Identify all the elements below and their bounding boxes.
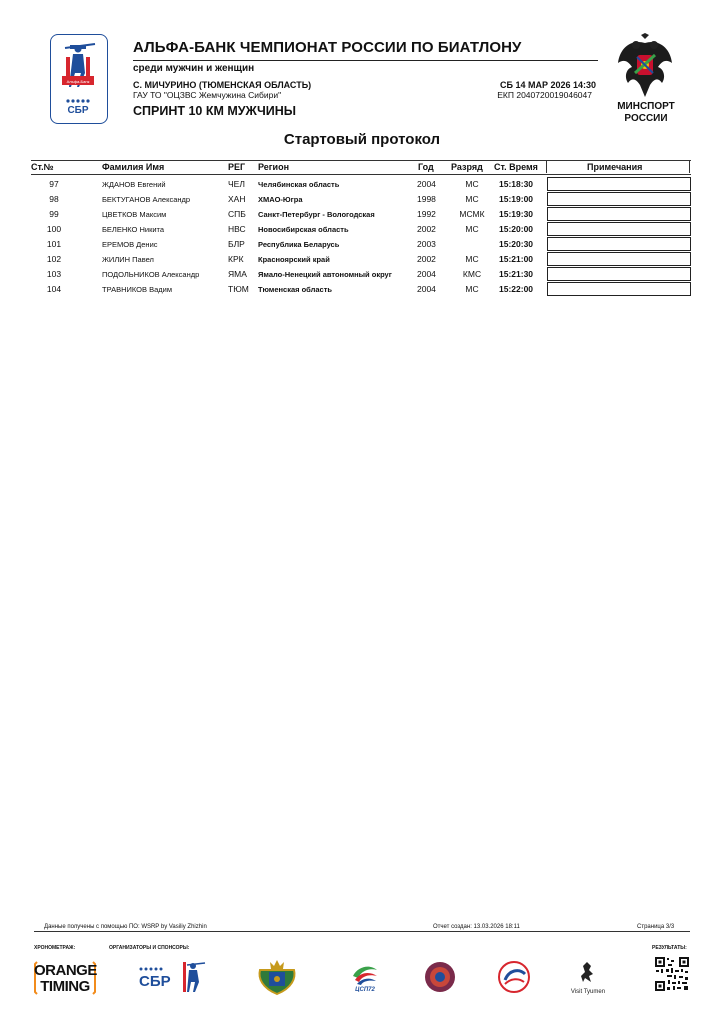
cell-bib: 104: [46, 284, 62, 294]
cell-reg: ЧЕЛ: [228, 179, 245, 189]
orange-timing-logo: [34, 960, 96, 996]
remarks-field[interactable]: [547, 177, 691, 191]
cell-year: 1998: [417, 194, 436, 204]
cell-year: 2003: [417, 239, 436, 249]
cell-name: ПОДОЛЬНИКОВ Александр: [102, 270, 200, 279]
cell-year: 1992: [417, 209, 436, 219]
svg-text:СБР: СБР: [139, 973, 171, 990]
championship-subtitle: среди мужчин и женщин: [133, 63, 255, 74]
svg-text:СБР: СБР: [67, 105, 89, 116]
cell-rank: МС: [465, 284, 479, 294]
sbr-logo: [50, 34, 108, 124]
title-divider: [133, 60, 598, 61]
ekp-number: ЕКП 2040720019046047: [497, 90, 592, 100]
eagle-emblem-icon: [614, 33, 676, 101]
cell-start-time: 15:19:30: [499, 209, 534, 219]
cell-bib: 100: [46, 224, 62, 234]
table-row: [31, 191, 691, 206]
timing-line-1: ORANGE: [34, 962, 97, 979]
cell-region: Новосибирская область: [258, 225, 349, 234]
cell-name: БЕКТУГАНОВ Александр: [102, 195, 191, 204]
cell-reg: БЛР: [228, 239, 245, 249]
header-name: Фамилия Имя: [102, 162, 165, 172]
cell-region: Челябинская область: [258, 180, 340, 189]
cell-name: ЕРЕМОВ Денис: [102, 240, 158, 249]
race-datetime: СБ 14 МАР 2026 14:30: [499, 80, 596, 90]
cell-name: БЕЛЕНКО Никита: [102, 225, 165, 234]
cell-bib: 99: [49, 209, 59, 219]
cell-rank: МС: [465, 194, 479, 204]
cell-bib: 103: [46, 269, 62, 279]
cell-bib: 98: [49, 194, 59, 204]
table-row: [31, 221, 691, 236]
tyumen-coat-of-arms-icon: [256, 958, 298, 996]
cell-year: 2002: [417, 254, 436, 264]
cell-year: 2004: [417, 179, 436, 189]
cell-reg: СПБ: [228, 209, 246, 219]
footer-divider: [34, 931, 690, 932]
header-rank: Разряд: [451, 162, 483, 172]
header-start: Ст. Время: [494, 162, 538, 172]
cell-rank: МС: [465, 224, 479, 234]
header-region: Регион: [258, 162, 289, 172]
cell-rank: МС: [465, 179, 479, 189]
cell-name: ЖДАНОВ Евгений: [102, 180, 166, 189]
table-row: [31, 236, 691, 251]
csp72-logo: [350, 962, 380, 992]
cell-region: Тюменская область: [258, 285, 333, 294]
cell-name: ЦВЕТКОВ Максим: [102, 210, 167, 219]
report-created: Отчет создан: 13.03.2026 18:11: [433, 924, 520, 930]
svg-text:Альфа-Банк: Альфа-Банк: [66, 79, 90, 84]
cell-bib: 101: [46, 239, 62, 249]
remarks-field[interactable]: [547, 252, 691, 266]
sports-school-emblem-icon: [497, 960, 531, 994]
championship-title: АЛЬФА-БАНК ЧЕМПИОНАТ РОССИИ ПО БИАТЛОНУ: [133, 39, 522, 56]
cell-start-time: 15:20:00: [499, 224, 534, 234]
cell-bib: 102: [46, 254, 62, 264]
cell-bib: 97: [49, 179, 59, 189]
table-row: [31, 281, 691, 296]
cell-name: ЖИЛИН Павел: [102, 255, 154, 264]
header-bib: Ст.№: [31, 162, 54, 172]
cell-start-time: 15:21:00: [499, 254, 534, 264]
qr-code-icon[interactable]: [654, 956, 690, 992]
ministry-line-2: РОССИИ: [624, 113, 668, 124]
cell-start-time: 15:18:30: [499, 179, 534, 189]
cell-year: 2004: [417, 284, 436, 294]
document-title: Стартовый протокол: [283, 131, 441, 148]
cell-region: Республика Беларусь: [258, 240, 340, 249]
sponsors-label: ОРГАНИЗАТОРЫ И СПОНСОРЫ:: [109, 945, 190, 951]
cell-rank: МС: [465, 254, 479, 264]
ministry-line-1: МИНСПОРТ: [617, 101, 675, 112]
timing-line-2: TIMING: [40, 978, 90, 995]
svg-text:ЦСП72: ЦСП72: [355, 987, 375, 992]
remarks-field[interactable]: [547, 192, 691, 206]
remarks-field[interactable]: [547, 237, 691, 251]
table-row: [31, 176, 691, 191]
table-row: [31, 206, 691, 221]
header-remarks: Примечания: [587, 162, 643, 172]
cell-name: ТРАВНИКОВ Вадим: [102, 285, 172, 294]
cell-rank: КМС: [462, 269, 482, 279]
sbr-sponsor-logo: [137, 960, 207, 994]
cell-start-time: 15:20:30: [499, 239, 534, 249]
cell-reg: КРК: [228, 254, 244, 264]
cell-region: Красноярский край: [258, 255, 330, 264]
cell-year: 2004: [417, 269, 436, 279]
header-year: Год: [418, 162, 434, 172]
table-row: [31, 266, 691, 281]
cell-rank: МСМК: [459, 209, 485, 219]
cell-region: Санкт-Петербург - Вологодская: [258, 210, 375, 219]
remarks-field[interactable]: [547, 282, 691, 296]
remarks-field[interactable]: [547, 207, 691, 221]
remarks-field[interactable]: [547, 267, 691, 281]
visit-tyumen-logo: [565, 960, 611, 996]
page-number: Страница 3/3: [637, 924, 675, 930]
cell-start-time: 15:19:00: [499, 194, 534, 204]
cell-start-time: 15:21:30: [499, 269, 534, 279]
cell-region: ХМАО-Югра: [258, 195, 303, 204]
cell-reg: НВС: [228, 224, 246, 234]
remarks-column-frame: [546, 160, 690, 173]
race-name: СПРИНТ 10 КМ МУЖЧИНЫ: [133, 104, 297, 118]
remarks-field[interactable]: [547, 222, 691, 236]
cell-region: Ямало-Ненецкий автономный округ: [258, 270, 392, 279]
svg-text:Visit Tyumen: Visit Tyumen: [570, 989, 606, 995]
data-source: Данные получены с помощью ПО: WSRP by Vasiliy Zhizhin: [44, 924, 207, 930]
cell-reg: ХАН: [228, 194, 246, 204]
ministry-label: [604, 101, 688, 125]
venue: С. МИЧУРИНО (ТЮМЕНСКАЯ ОБЛАСТЬ): [133, 80, 312, 90]
cell-year: 2002: [417, 224, 436, 234]
cell-start-time: 15:22:00: [499, 284, 534, 294]
header-reg: РЕГ: [228, 162, 246, 172]
results-label: РЕЗУЛЬТАТЫ:: [652, 945, 687, 951]
organization: ГАУ ТО "ОЦЗВС Жемчужина Сибири": [133, 90, 282, 100]
timing-label: ХРОНОМЕТРАЖ:: [34, 945, 76, 951]
cell-reg: ЯМА: [228, 269, 247, 279]
table-row: [31, 251, 691, 266]
federation-emblem-icon: [423, 960, 457, 994]
cell-reg: ТЮМ: [228, 284, 249, 294]
